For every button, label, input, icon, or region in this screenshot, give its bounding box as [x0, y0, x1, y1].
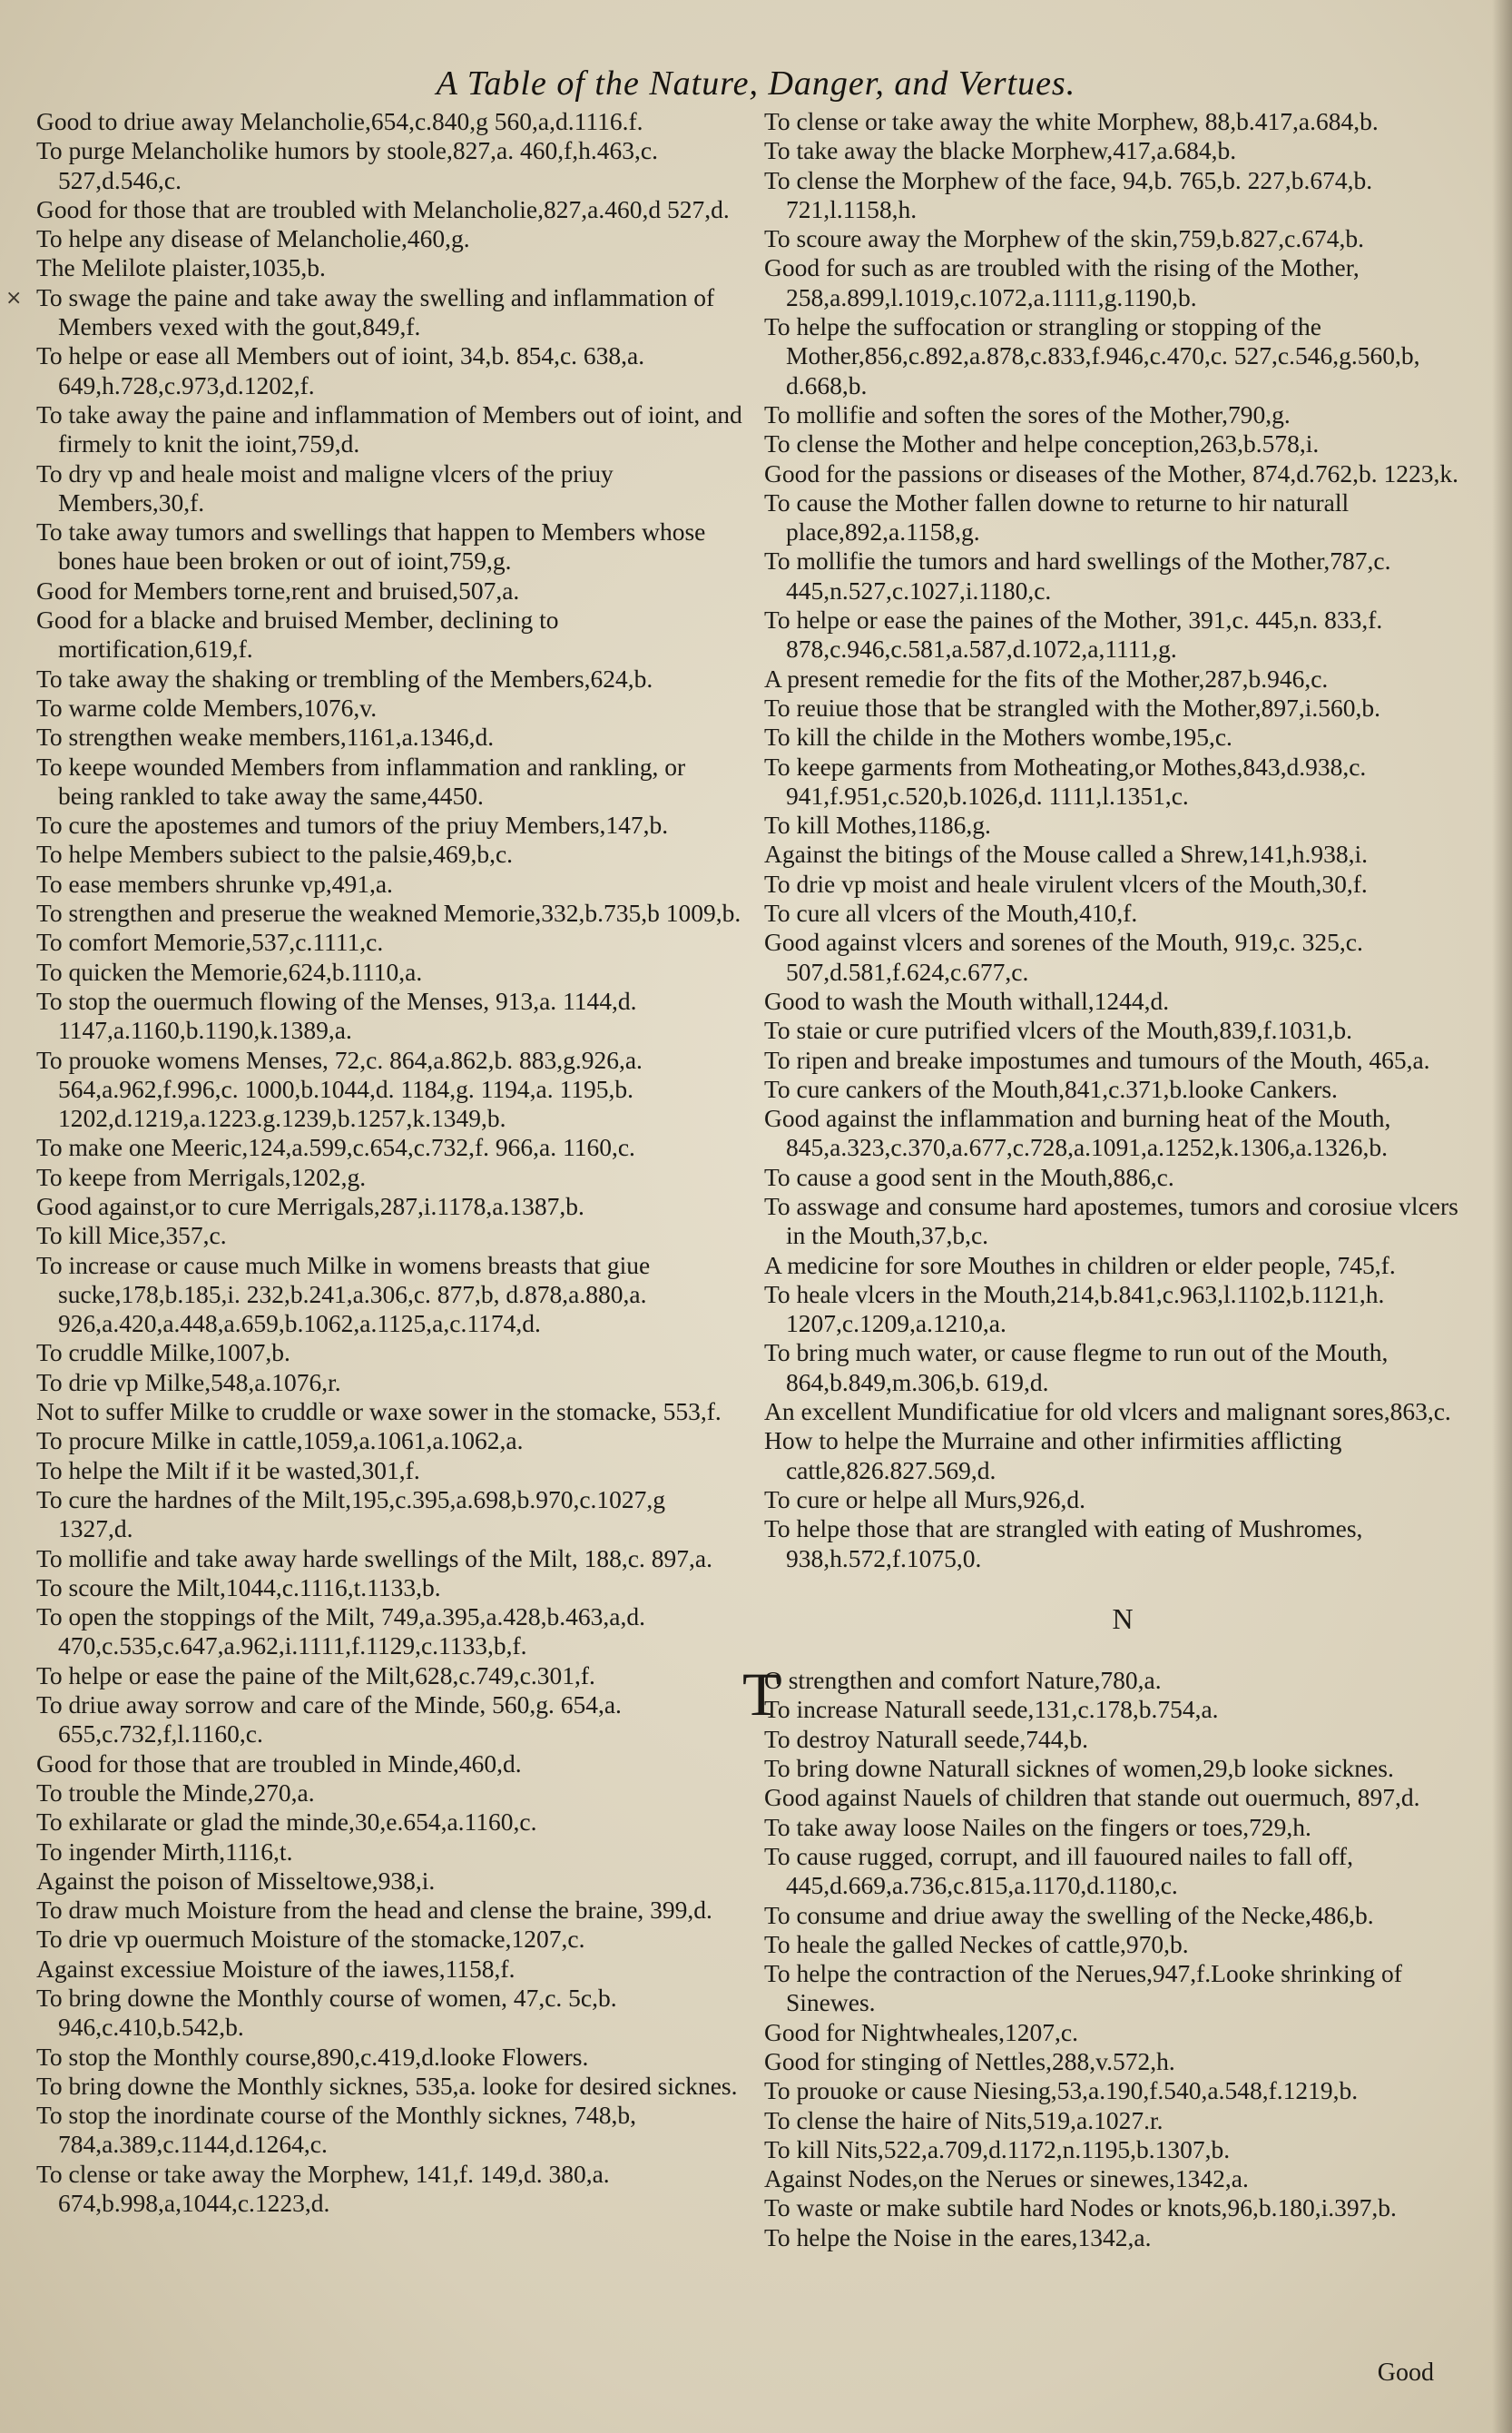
- index-entry: To kill Mice,357,c.: [36, 1221, 227, 1250]
- index-entry: To helpe any disease of Melancholie,460,g.: [36, 224, 470, 253]
- index-entry: To helpe the Noise in the eares,1342,a.: [764, 2222, 1152, 2251]
- index-entry: To increase or cause much Milke in womens breasts that giue sucke,178,b.185,i. 232,b.241,a.306,c. 877,b, d.878,a.880,a. 926,a.420,a.448,a.659,b.1062,a.1125,a,c.1174,d.: [36, 1250, 651, 1338]
- index-entry: To take away loose Nailes on the fingers or toes,729,h.: [764, 1812, 1311, 1841]
- index-entry: To kill Nits,522,a.709,d.1172,n.1195,b.1307,b.: [764, 2134, 1231, 2163]
- index-entry: To cause the Mother fallen downe to returne to hir naturall place,892,a.1158,g.: [764, 488, 1350, 547]
- index-entry: To cure the apostemes and tumors of the priuy Members,147,b.: [36, 811, 669, 840]
- index-entry: To helpe the suffocation or strangling or stopping of the Mother,856,c.892,a.878,c.833,f.946,c.470,c. 527,c.546,g.560,b, d.668,b.: [764, 312, 1420, 399]
- index-entry: To mollifie the tumors and hard swellings of the Mother,787,c. 445,n.527,c.1027,i.1180,c.: [764, 547, 1391, 605]
- index-entry: To clense or take away the Morphew, 141,f. 149,d. 380,a. 674,b.998,a,1044,c.1223,d.: [36, 2159, 610, 2218]
- index-entry: To destroy Naturall seede,744,b.: [764, 1724, 1089, 1753]
- index-entry: To prouoke womens Menses, 72,c. 864,a.862,b. 883,g.926,a. 564,a.962,f.996,c. 1000,b.1044,d. 1184,g. 1194,a. 1195,b. 1202,d.1219,a.1223.g.1239,b.1257,k.1349,b.: [36, 1045, 643, 1133]
- index-entry: Good for those that are troubled in Minde,460,d.: [36, 1748, 522, 1778]
- index-entry: To drie vp ouermuch Moisture of the stomacke,1207,c.: [36, 1925, 585, 1954]
- index-entry: To strengthen weake members,1161,a.1346,d.: [36, 723, 495, 752]
- index-entry: A present remedie for the fits of the Mother,287,b.946,c.: [764, 664, 1329, 693]
- index-entry: To open the stoppings of the Milt, 749,a.395,a.428,b.463,a,d. 470,c.535,c.647,a.962,i.1111,f.1129,c.1133,b,f.: [36, 1602, 645, 1660]
- index-entry: To quicken the Memorie,624,b.1110,a.: [36, 957, 423, 986]
- index-entry: To helpe the Milt if it be wasted,301,f.: [36, 1455, 420, 1484]
- index-entry: To helpe the contraction of the Nerues,947,f.Looke shrinking of Sinewes.: [764, 1959, 1402, 2017]
- index-entry: To comfort Memorie,537,c.1111,c.: [36, 928, 384, 957]
- index-entry: To reuiue those that be strangled with the Mother,897,i.560,b.: [764, 693, 1380, 722]
- index-entry: To helpe Members subiect to the palsie,469,b,c.: [36, 840, 514, 869]
- index-entry: To cruddle Milke,1007,b.: [36, 1338, 290, 1367]
- index-entry: To bring downe Naturall sicknes of women,29,b looke sicknes.: [764, 1754, 1394, 1783]
- index-entry-text: O strengthen and comfort Nature,780,a.: [764, 1666, 1162, 1695]
- index-entry: To cause rugged, corrupt, and ill fauoured nailes to fall off, 445,d.669,a.736,c.815,a.1170,d.1180,c.: [764, 1841, 1353, 1900]
- index-entry: To ripen and breake impostumes and tumours of the Mouth, 465,a.: [764, 1045, 1430, 1074]
- index-entry: To ease members shrunke vp,491,a.: [36, 869, 393, 898]
- section-letter: N: [1112, 1601, 1134, 1635]
- index-entry: A medicine for sore Mouthes in children or elder people, 745,f.: [764, 1250, 1396, 1279]
- index-entry: To cure cankers of the Mouth,841,c.371,b.looke Cankers.: [764, 1074, 1338, 1103]
- index-entry: To stop the Monthly course,890,c.419,d.looke Flowers.: [36, 2042, 589, 2071]
- index-entry: How to helpe the Murraine and other infirmities afflicting cattle,826.827.569,d.: [764, 1426, 1342, 1484]
- index-entry: To increase Naturall seede,131,c.178,b.754,a.: [764, 1695, 1219, 1724]
- index-entry: Good for Nightwheales,1207,c.: [764, 2017, 1078, 2046]
- index-entry: To take away the shaking or trembling of the Members,624,b.: [36, 664, 653, 693]
- index-entry: To keepe garments from Motheating,or Mothes,843,d.938,c. 941,f.951,c.520,b.1026,d. 1111,l.1351,c.: [764, 752, 1367, 810]
- index-entry: To bring downe the Monthly sicknes, 535,a. looke for desired sicknes.: [36, 2071, 738, 2100]
- index-entry: To asswage and consume hard apostemes, tumors and corosiue vlcers in the Mouth,37,b,c.: [764, 1191, 1458, 1250]
- index-entry: To cure all vlcers of the Mouth,410,f.: [764, 899, 1138, 928]
- index-entry: To scoure the Milt,1044,c.1116,t.1133,b.: [36, 1572, 441, 1601]
- index-entry: To waste or make subtile hard Nodes or knots,96,b.180,i.397,b.: [764, 2193, 1397, 2222]
- index-entry: Good for the passions or diseases of the Mother, 874,d.762,b. 1223,k.: [764, 458, 1458, 488]
- page-gutter-shadow: [1492, 0, 1512, 2433]
- index-entry: To prouoke or cause Niesing,53,a.190,f.540,a.548,f.1219,b.: [764, 2076, 1359, 2105]
- index-entry: To dry vp and heale moist and maligne vlcers of the priuy Members,30,f.: [36, 458, 614, 517]
- index-entry: To purge Melancholike humors by stoole,827,a. 460,f,h.463,c. 527,d.546,c.: [36, 136, 658, 194]
- index-entry: To clense the Mother and helpe conception,263,b.578,i.: [764, 429, 1320, 458]
- index-entry: Not to suffer Milke to cruddle or waxe sower in the stomacke, 553,f.: [36, 1397, 722, 1426]
- index-entry: Good for those that are troubled with Melancholie,827,a.460,d 527,d.: [36, 194, 730, 223]
- index-entry: To exhilarate or glad the minde,30,e.654,a.1160,c.: [36, 1808, 537, 1837]
- index-entry: An excellent Mundificatiue for old vlcers and malignant sores,863,c.: [764, 1397, 1451, 1426]
- index-entry: To helpe those that are strangled with eating of Mushromes, 938,h.572,f.1075,0.: [764, 1514, 1363, 1572]
- index-entry: To stop the inordinate course of the Monthly sicknes, 748,b, 784,a.389,c.1144,d.1264,c.: [36, 2101, 637, 2159]
- index-entry: Good for such as are troubled with the rising of the Mother, 258,a.899,l.1019,c.1072,a.1111,g.1190,b.: [764, 253, 1360, 311]
- index-entry: To kill the childe in the Mothers wombe,195,c.: [764, 723, 1232, 752]
- index-entry: To procure Milke in cattle,1059,a.1061,a.1062,a.: [36, 1426, 524, 1455]
- index-entry: Against Nodes,on the Nerues or sinewes,1342,a.: [764, 2164, 1249, 2193]
- index-entry: To cure or helpe all Murs,926,d.: [764, 1484, 1085, 1513]
- index-entry: To clense the Morphew of the face, 94,b. 765,b. 227,b.674,b. 721,l.1158,h.: [764, 165, 1373, 223]
- index-entry: Against excessiue Moisture of the iawes,1158,f.: [36, 1954, 515, 1983]
- index-entry: Good against vlcers and sorenes of the Mouth, 919,c. 325,c. 507,d.581,f.624,c.677,c.: [764, 928, 1363, 986]
- index-entry: To staie or cure putrified vlcers of the Mouth,839,f.1031,b.: [764, 1016, 1352, 1045]
- index-entry: To strengthen and preserue the weakned Memorie,332,b.735,b 1009,b.: [36, 899, 741, 928]
- index-entry: To scoure away the Morphew of the skin,759,b.827,c.674,b.: [764, 224, 1364, 253]
- index-entry: To mollifie and soften the sores of the Mother,790,g.: [764, 399, 1291, 428]
- index-entry: To keepe wounded Members from inflammation and rankling, or being rankled to take away the same,4450.: [36, 752, 686, 810]
- index-entry: To bring much water, or cause flegme to run out of the Mouth, 864,b.849,m.306,b. 619,d.: [764, 1338, 1389, 1396]
- index-entry: To take away tumors and swellings that happen to Members whose bones haue been broken or out of ioint,759,g.: [36, 517, 706, 576]
- index-entry: To clense the haire of Nits,519,a.1027.r.: [764, 2105, 1163, 2134]
- index-entry: To cure the hardnes of the Milt,195,c.395,a.698,b.970,c.1027,g 1327,d.: [36, 1484, 666, 1543]
- index-entry: To consume and driue away the swelling of the Necke,486,b.: [764, 1900, 1374, 1929]
- index-entry: The Melilote plaister,1035,b.: [36, 253, 326, 282]
- index-entry: To clense or take away the white Morphew, 88,b.417,a.684,b.: [764, 107, 1379, 135]
- index-entry: To swage the paine and take away the swelling and inflammation of Members vexed with the gout,849,f.: [36, 282, 715, 341]
- index-entry: To mollifie and take away harde swellings of the Milt, 188,c. 897,a.: [36, 1543, 712, 1572]
- index-entry: Good for a blacke and bruised Member, declining to mortification,619,f.: [36, 606, 559, 664]
- index-entry: To warme colde Members,1076,v.: [36, 693, 378, 722]
- index-entry: To take away the blacke Morphew,417,a.684,b.: [764, 136, 1237, 165]
- index-entry: To make one Meeric,124,a.599,c.654,c.732,f. 966,a. 1160,c.: [36, 1133, 635, 1162]
- index-entry: To trouble the Minde,270,a.: [36, 1778, 315, 1807]
- index-entry: To kill Mothes,1186,g.: [764, 811, 991, 840]
- index-entry: Good to wash the Mouth withall,1244,d.: [764, 986, 1170, 1015]
- drop-cap: T: [742, 1660, 781, 1729]
- index-entry: Against the poison of Misseltowe,938,i.: [36, 1866, 436, 1895]
- page-header: A Table of the Nature, Danger, and Vertues.: [436, 64, 1076, 103]
- index-entry: Good to driue away Melancholie,654,c.840,g 560,a,d.1116.f.: [36, 107, 643, 135]
- catchword: Good: [1377, 2359, 1434, 2387]
- margin-mark: ×: [5, 287, 23, 310]
- index-entry: To helpe or ease the paines of the Mother, 391,c. 445,n. 833,f. 878,c.946,c.581,a.587,d.1072,a,1111,g.: [764, 606, 1383, 664]
- index-entry: To heale vlcers in the Mouth,214,b.841,c.963,l.1102,b.1121,h. 1207,c.1209,a.1210,a.: [764, 1279, 1385, 1338]
- index-entry: To drie vp moist and heale virulent vlcers of the Mouth,30,f.: [764, 869, 1368, 898]
- index-entry: To ingender Mirth,1116,t.: [36, 1837, 293, 1866]
- index-entry: To take away the paine and inflammation of Members out of ioint, and firmely to knit the ioint,759,d.: [36, 399, 742, 458]
- index-entry: To cause a good sent in the Mouth,886,c.: [764, 1162, 1174, 1191]
- index-entry: Good against Nauels of children that stande out ouermuch, 897,d.: [764, 1783, 1420, 1812]
- index-entry: To helpe or ease the paine of the Milt,628,c.749,c.301,f.: [36, 1660, 595, 1689]
- index-entry: To drie vp Milke,548,a.1076,r.: [36, 1367, 341, 1396]
- index-entry: To stop the ouermuch flowing of the Menses, 913,a. 1144,d. 1147,a.1160,b.1190,k.1389,a.: [36, 986, 637, 1045]
- index-entry: Against the bitings of the Mouse called a Shrew,141,h.938,i.: [764, 840, 1368, 869]
- index-entry: Good for Members torne,rent and bruised,507,a.: [36, 576, 520, 605]
- index-entry: To helpe or ease all Members out of ioint, 34,b. 854,c. 638,a. 649,h.728,c.973,d.1202,f.: [36, 341, 645, 399]
- index-entry: Good against the inflammation and burning heat of the Mouth, 845,a.323,c.370,a.677,c.728,a.1091,a.1252,k.1306,a.1326,b.: [764, 1104, 1391, 1162]
- left-column: [36, 107, 744, 2218]
- index-entry: Good against,or to cure Merrigals,287,i.1178,a.1387,b.: [36, 1191, 584, 1220]
- index-entry: To draw much Moisture from the head and clense the braine, 399,d.: [36, 1896, 712, 1925]
- index-entry: To driue away sorrow and care of the Minde, 560,g. 654,a. 655,c.732,f,l.1160,c.: [36, 1690, 622, 1748]
- index-entry: To heale the galled Neckes of cattle,970,b.: [764, 1929, 1189, 1958]
- index-entry: Good for stinging of Nettles,288,v.572,h.: [764, 2047, 1175, 2075]
- right-column: [742, 107, 1481, 2252]
- index-entry: To keepe from Merrigals,1202,g.: [36, 1162, 367, 1191]
- index-entry: To bring downe the Monthly course of women, 47,c. 5c,b. 946,c.410,b.542,b.: [36, 1984, 617, 2042]
